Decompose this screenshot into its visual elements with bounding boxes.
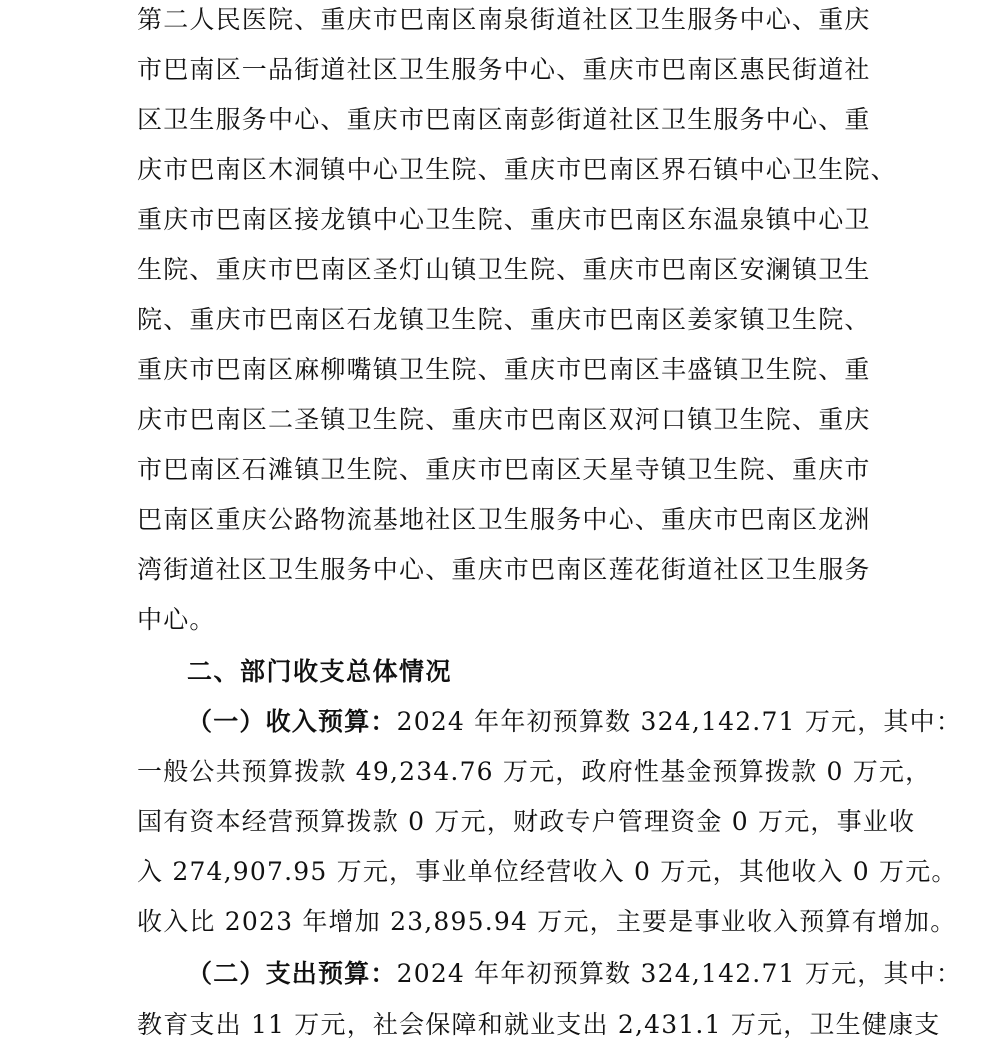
expense-paragraph-first-line [187, 959, 963, 989]
body-line: 第二人民医院、重庆市巴南区南泉街道社区卫生服务中心、重庆 [137, 5, 871, 34]
body-line: 院、重庆市巴南区石龙镇卫生院、重庆市巴南区姜家镇卫生院、 [137, 305, 871, 334]
expense-line: 教育支出 11 万元，社会保障和就业支出 2,431.1 万元，卫生健康支 [137, 1010, 941, 1039]
body-line: 庆市巴南区木洞镇中心卫生院、重庆市巴南区界石镇中心卫生院、 [137, 155, 897, 184]
income-label: （一）收入预算： [187, 707, 397, 736]
expense-label: （二）支出预算： [187, 959, 397, 988]
income-line: 一般公共预算拨款 49,234.76 万元，政府性基金预算拨款 0 万元， [137, 757, 932, 786]
income-line: 入 274,907.95 万元，事业单位经营收入 0 万元，其他收入 0 万元。 [137, 857, 958, 886]
body-line: 巴南区重庆公路物流基地社区卫生服务中心、重庆市巴南区龙洲 [137, 505, 871, 534]
section-heading: 二、部门收支总体情况 [187, 657, 453, 686]
body-line: 重庆市巴南区麻柳嘴镇卫生院、重庆市巴南区丰盛镇卫生院、重 [137, 355, 871, 384]
body-line: 中心。 [137, 605, 216, 634]
body-line: 生院、重庆市巴南区圣灯山镇卫生院、重庆市巴南区安澜镇卫生 [137, 255, 871, 284]
body-line: 湾街道社区卫生服务中心、重庆市巴南区莲花街道社区卫生服务 [137, 555, 871, 584]
body-line: 市巴南区一品街道社区卫生服务中心、重庆市巴南区惠民街道社 [137, 55, 871, 84]
body-line: 庆市巴南区二圣镇卫生院、重庆市巴南区双河口镇卫生院、重庆 [137, 405, 871, 434]
income-paragraph-first-line [187, 707, 963, 737]
body-line: 市巴南区石滩镇卫生院、重庆市巴南区天星寺镇卫生院、重庆市 [137, 455, 871, 484]
income-line: 收入比 2023 年增加 23,895.94 万元，主要是事业收入预算有增加。 [137, 907, 957, 936]
body-line: 重庆市巴南区接龙镇中心卫生院、重庆市巴南区东温泉镇中心卫 [137, 205, 871, 234]
body-line: 区卫生服务中心、重庆市巴南区南彭街道社区卫生服务中心、重 [137, 105, 871, 134]
income-first-line-text: 2024 年年初预算数 324,142.71 万元，其中： [396, 707, 963, 736]
expense-first-line-text: 2024 年年初预算数 324,142.71 万元，其中： [396, 959, 963, 988]
income-line: 国有资本经营预算拨款 0 万元，财政专户管理资金 0 万元，事业收 [137, 807, 916, 836]
